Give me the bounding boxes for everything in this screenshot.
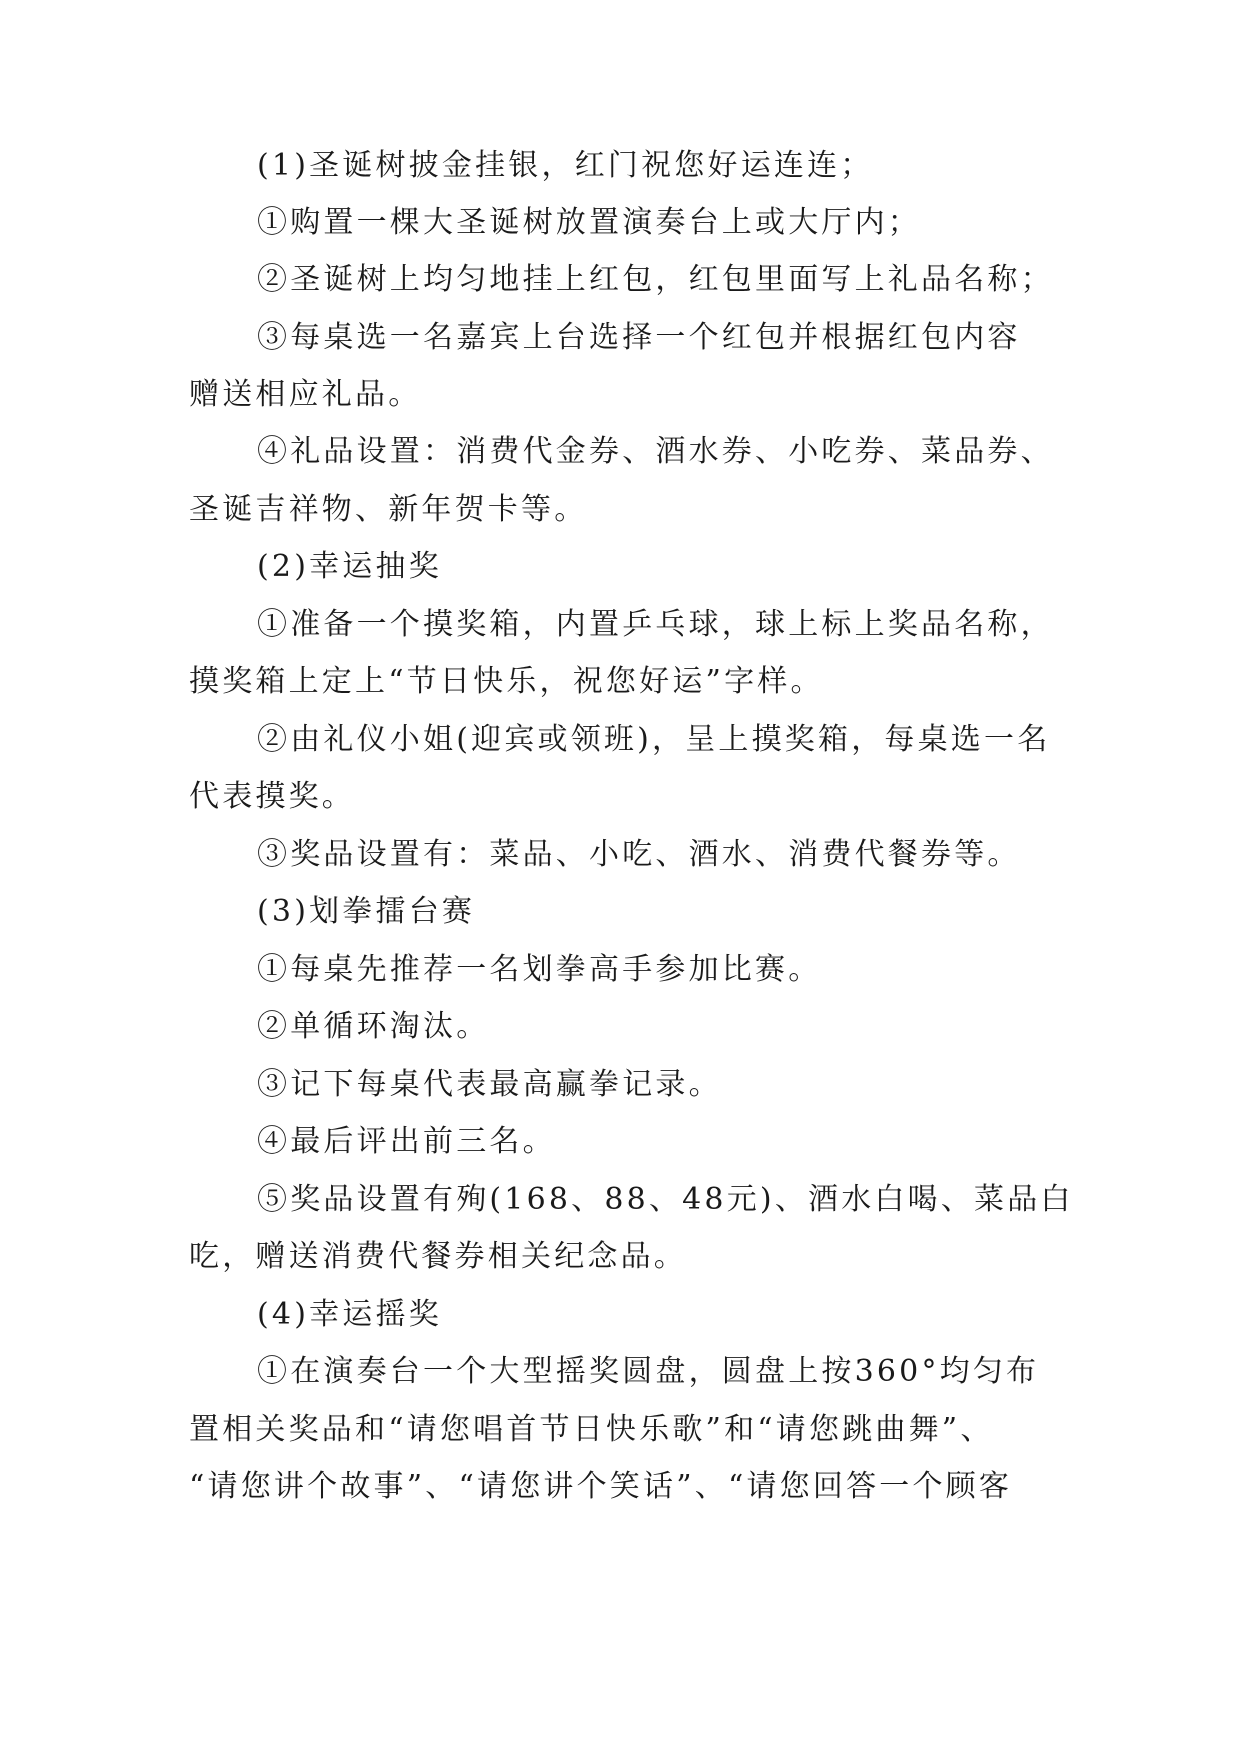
paragraph-line: ②由礼仪小姐(迎宾或领班)，呈上摸奖箱，每桌选一名 [257,722,1051,757]
paragraph-line: 摸奖箱上定上“节日快乐，祝您好运”字样。 [189,664,824,699]
heading-finger-guessing: (3)划拳擂台赛 [257,894,476,929]
heading-lucky-spin: (4)幸运摇奖 [257,1297,442,1332]
paragraph-line: ③奖品设置有：菜品、小吃、酒水、消费代餐券等。 [257,837,1021,872]
paragraph-line: ①在演奏台一个大型摇奖圆盘，圆盘上按360°均匀布 [257,1354,1040,1389]
paragraph-line: ④礼品设置：消费代金券、酒水券、小吃券、菜品券、 [257,434,1054,469]
paragraph-line: 代表摸奖。 [189,779,355,814]
paragraph-line: ③每桌选一名嘉宾上台选择一个红包并根据红包内容 [257,320,1021,355]
paragraph-line: ⑤奖品设置有殉(168、88、48元)、酒水白喝、菜品白 [257,1182,1074,1217]
heading-christmas-tree: (1)圣诞树披金挂银，红门祝您好运连连； [257,148,874,183]
paragraph-line: ①准备一个摸奖箱，内置乒乓球，球上标上奖品名称， [257,607,1054,642]
paragraph-line: 赠送相应礼品。 [189,377,422,412]
paragraph-line: “请您讲个故事”、“请您讲个笑话”、“请您回答一个顾客 [189,1469,1013,1504]
paragraph-line: ②圣诞树上均匀地挂上红包，红包里面写上礼品名称； [257,262,1054,297]
paragraph-line: 置相关奖品和“请您唱首节日快乐歌”和“请您跳曲舞”、 [189,1412,994,1447]
paragraph-line: ①每桌先推荐一名划拳高手参加比赛。 [257,952,822,987]
paragraph-line: ②单循环淘汰。 [257,1009,490,1044]
paragraph-line: ③记下每桌代表最高赢拳记录。 [257,1067,722,1102]
heading-lucky-draw: (2)幸运抽奖 [257,549,442,584]
paragraph-line: ①购置一棵大圣诞树放置演奏台上或大厅内； [257,205,921,240]
paragraph-line: 吃，赠送消费代餐券相关纪念品。 [189,1239,687,1274]
paragraph-line: ④最后评出前三名。 [257,1124,556,1159]
paragraph-line: 圣诞吉祥物、新年贺卡等。 [189,492,588,527]
